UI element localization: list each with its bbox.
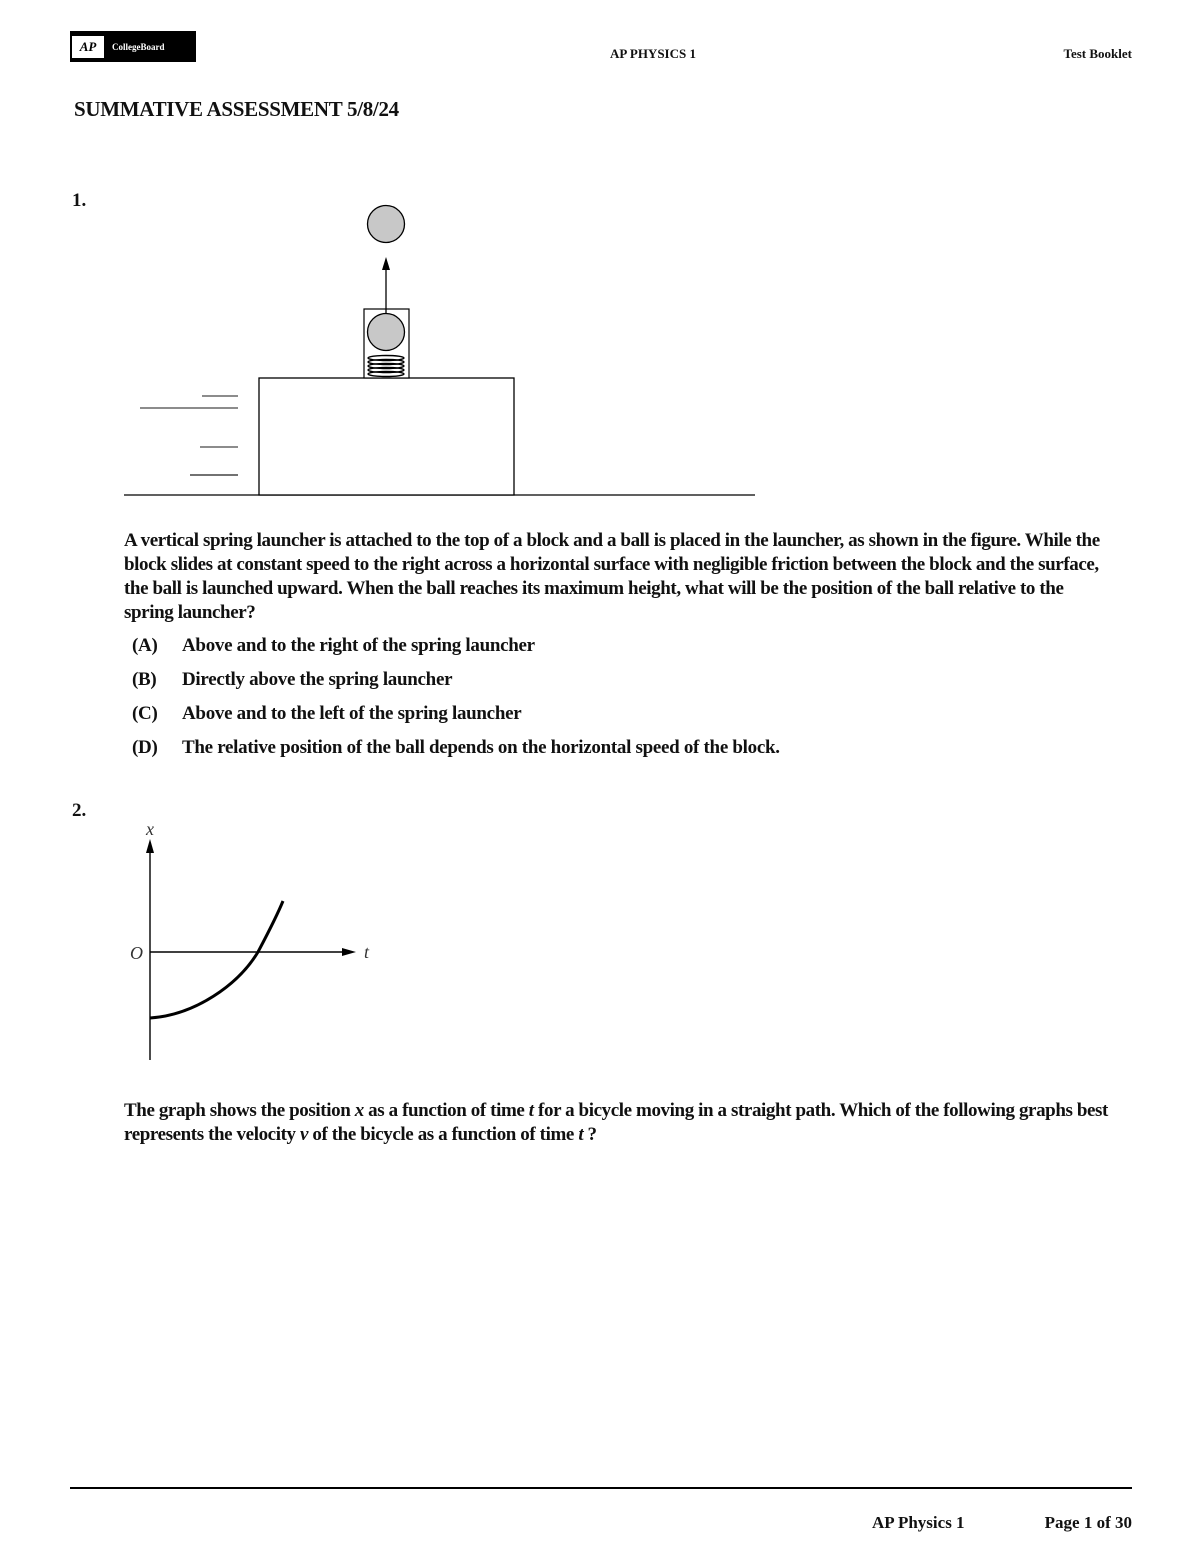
question-2-number: 2. <box>72 800 87 821</box>
spring-launcher-figure <box>120 200 760 500</box>
position-time-graph <box>120 815 390 1070</box>
ball-in-launcher <box>368 314 405 351</box>
header-booklet: Test Booklet <box>1063 46 1132 61</box>
var-t: t <box>528 1100 534 1121</box>
stem-text: of the bicycle as a function of time <box>308 1124 579 1145</box>
choice-label: (D) <box>132 737 158 758</box>
block <box>259 378 514 495</box>
ball-launched <box>368 206 405 243</box>
choice-label: (B) <box>132 669 157 690</box>
var-t: t <box>578 1124 584 1145</box>
var-v: v <box>299 1124 309 1145</box>
page-title: SUMMATIVE ASSESSMENT 5/8/24 <box>74 97 399 121</box>
position-curve <box>150 901 283 1018</box>
question-1-stem: A vertical spring launcher is attached to the top of a block and a ball is placed in the launcher, as shown in the figure. While the block slides at constant speed to the right across a horizontal surface with negligible friction between the block and the surface, the ball is launched upward. When the ball reaches its maximum height, what will be the position of the ball relative to the spring launcher? <box>124 530 1100 623</box>
y-axis-label: x <box>146 819 154 839</box>
x-axis-arrowhead <box>342 948 356 956</box>
choice-text: The relative position of the ball depends on the horizontal speed of the block. <box>182 737 780 758</box>
stem-text: for a bicycle moving in a straight path. Which of the following graphs best represents the velocity <box>124 1100 1108 1145</box>
choice-a[interactable] <box>132 635 535 657</box>
x-axis-label: t <box>364 942 370 962</box>
launch-arrowhead <box>382 257 390 270</box>
choice-b[interactable] <box>132 669 452 691</box>
stem-text: The graph shows the position <box>124 1100 355 1121</box>
y-axis-arrowhead <box>146 839 154 853</box>
logo-brand-text: CollegeBoard <box>112 41 165 52</box>
footer-divider <box>70 1487 1132 1489</box>
origin-label: O <box>130 943 143 963</box>
header-course: AP PHYSICS 1 <box>610 46 696 61</box>
stem-text: as a function of time <box>363 1100 529 1121</box>
choice-label: (C) <box>132 703 158 724</box>
var-x: x <box>354 1100 364 1121</box>
choice-text: Directly above the spring launcher <box>182 669 453 690</box>
choice-text: Above and to the right of the spring launcher <box>182 635 535 656</box>
choice-label: (A) <box>132 635 158 656</box>
question-1-number: 1. <box>72 190 87 211</box>
choice-c[interactable] <box>132 703 521 725</box>
logo-ap-mark: AP <box>72 36 104 58</box>
question-2-stem <box>124 1099 1114 1147</box>
stem-text: ? <box>583 1124 597 1145</box>
footer-page-number: Page 1 of 30 <box>1044 1513 1132 1532</box>
footer-course: AP Physics 1 <box>872 1513 965 1532</box>
choice-d[interactable] <box>132 737 780 759</box>
choice-text: Above and to the left of the spring launcher <box>182 703 522 724</box>
